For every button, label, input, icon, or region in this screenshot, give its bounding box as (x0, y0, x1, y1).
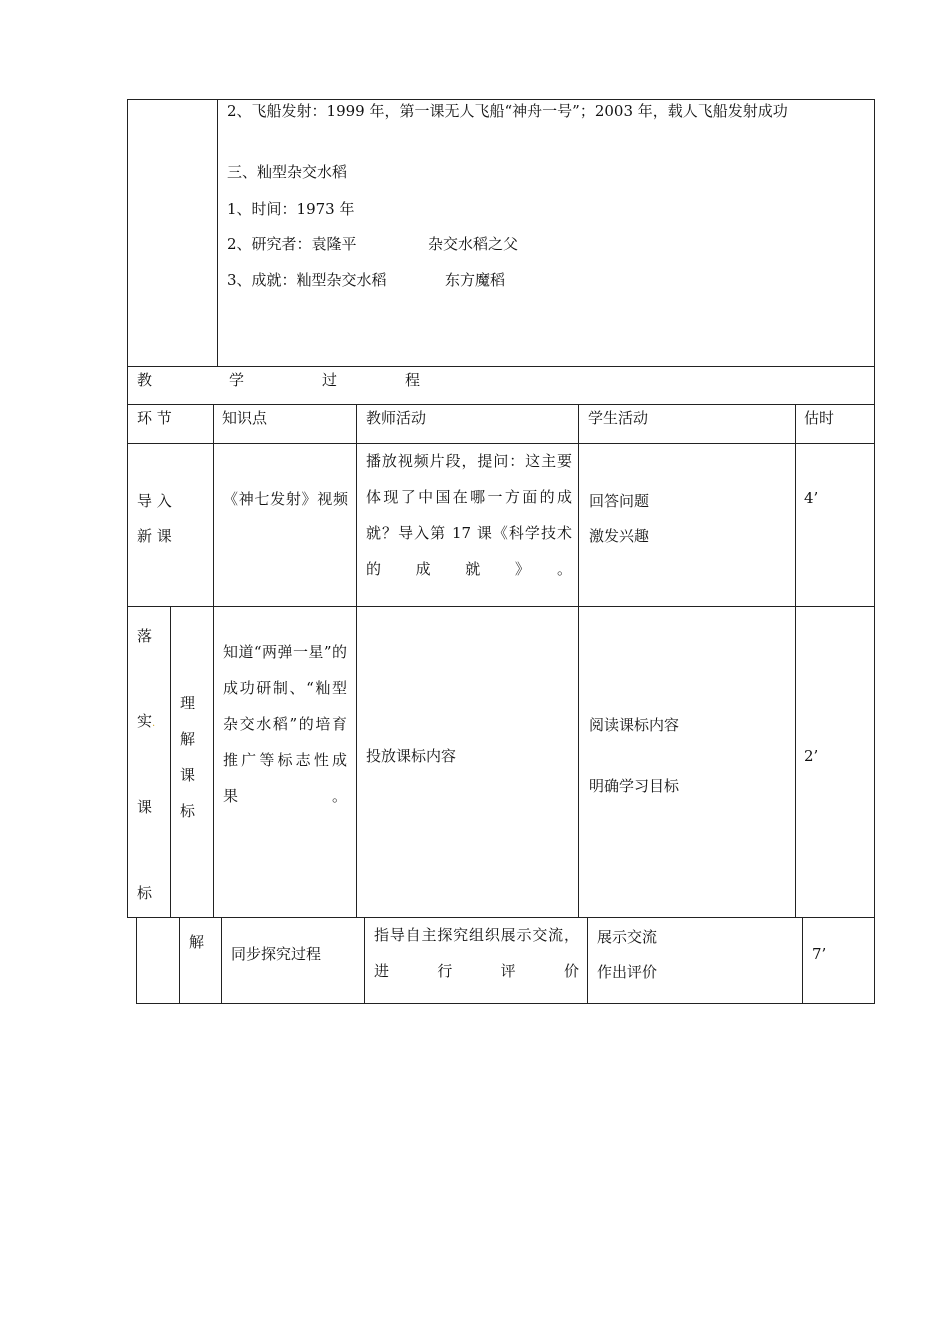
row2-student-line1: 阅读课标内容 (589, 716, 680, 734)
row1-teacher: 播放视频片段，提问：这主要体现了中国在哪一方面的成就？导入第 17 课《科学技术的成就》。 (366, 452, 572, 578)
row2-stage-char-4: 标 (137, 884, 153, 902)
row3-sub: 解 (189, 933, 205, 951)
row1-time: 4’ (804, 489, 819, 507)
row1-stage-line1: 导 入 (137, 492, 172, 510)
spaceflight-line: 2、飞船发射：1999 年，第一课无人飞船“神舟一号”；2003 年，载人飞船发射成功 (227, 102, 788, 120)
process-title-char-4: 程 (405, 371, 421, 389)
row2-sub-char-3: 课 (180, 766, 196, 784)
rice-researcher-title: 杂交水稻之父 (428, 235, 519, 253)
row2-sub-char-4: 标 (180, 802, 196, 820)
col-line-1 (213, 404, 214, 606)
row3-time: 7’ (812, 945, 827, 963)
rice-heading: 三、籼型杂交水稻 (227, 163, 348, 181)
row3-student-line2: 作出评价 (597, 963, 658, 981)
row2-knowledge: 知道“两弹一星”的成功研制、“籼型杂交水稻”的培育推广等标志性成果。 (223, 643, 347, 805)
header-knowledge: 知识点 (222, 409, 268, 427)
row2-stage-char-3: 课 (137, 798, 153, 816)
row1-knowledge: 《神七发射》视频 (223, 490, 348, 508)
col-line-row2-a (170, 606, 171, 918)
row3-col-5 (802, 917, 803, 1004)
row2-sub-char-2: 解 (180, 730, 196, 748)
row1-student-line2: 激发兴趣 (589, 527, 650, 545)
rice-achievement-title: 东方魔稻 (445, 271, 506, 289)
process-title-char-3: 过 (322, 371, 338, 389)
row2-sub-char-1: 理 (180, 694, 196, 712)
col-line-2 (356, 404, 357, 918)
col-line-3 (578, 404, 579, 918)
row2-teacher: 投放课标内容 (366, 747, 457, 765)
row3-student-line1: 展示交流 (597, 928, 658, 946)
row3-teacher: 指导自主探究组织展示交流，进行评价 (374, 926, 579, 980)
row1-stage-line2: 新 课 (137, 527, 172, 545)
header-time: 估时 (804, 409, 835, 427)
row-divider-title (127, 404, 875, 405)
row3-knowledge: 同步探究过程 (231, 945, 322, 963)
process-title-char-2: 学 (229, 371, 245, 389)
top-section-divider (217, 99, 218, 367)
row2-student-line2: 明确学习目标 (589, 777, 680, 795)
rice-time: 1、时间：1973 年 (227, 200, 355, 218)
row2-time: 2’ (804, 747, 819, 765)
rice-researcher: 2、研究者：袁隆平 (227, 235, 357, 253)
row3-col-4 (587, 917, 588, 1004)
rice-achievement: 3、成就：籼型杂交水稻 (227, 271, 387, 289)
row3-col-1 (179, 917, 180, 1004)
col-line-row2-b (213, 606, 214, 918)
row3-col-3 (364, 917, 365, 1004)
header-stage: 环 节 (137, 409, 172, 427)
header-student: 学生活动 (588, 409, 649, 427)
process-title-char-1: 教 (137, 371, 153, 389)
top-section-box (127, 99, 875, 367)
row1-student-line1: 回答问题 (589, 492, 650, 510)
header-teacher: 教师活动 (366, 409, 427, 427)
row3-col-2 (221, 917, 222, 1004)
row2-stage-char-2: 实. (137, 712, 156, 730)
col-line-4 (795, 404, 796, 918)
row-divider-row1 (127, 606, 875, 607)
row2-stage-char-1: 落 (137, 627, 153, 645)
